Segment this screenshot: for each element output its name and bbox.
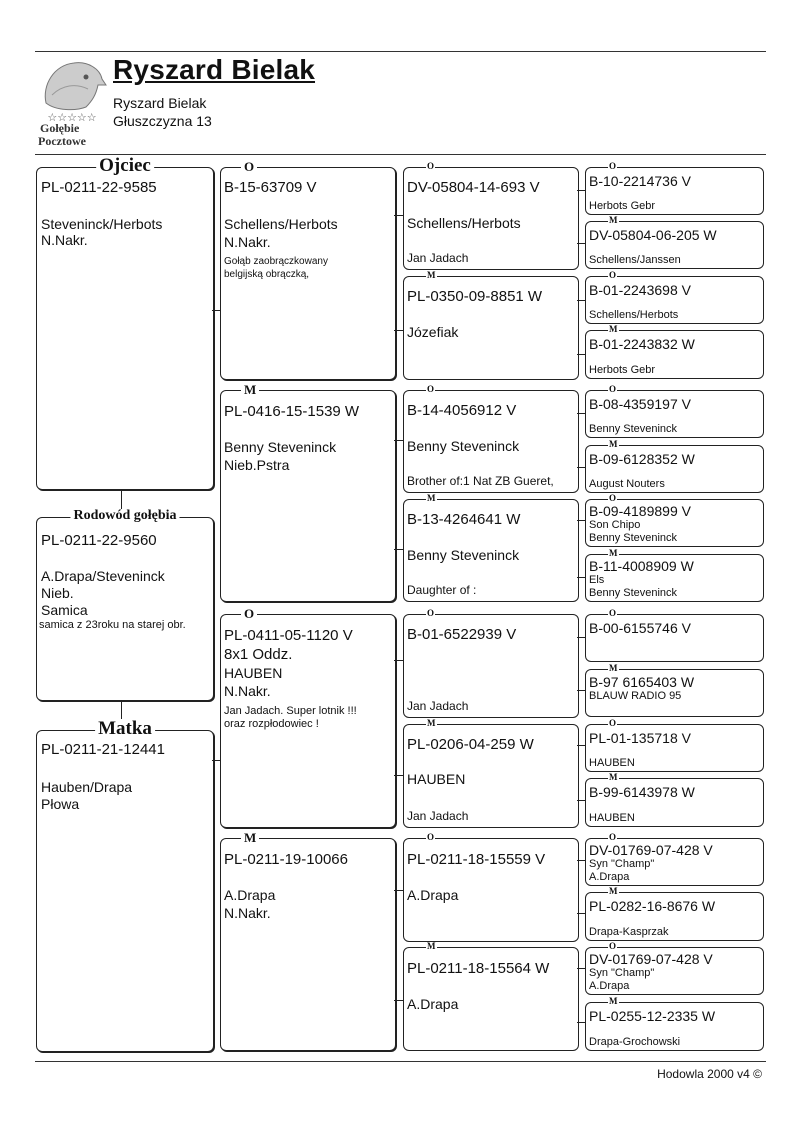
father-ring: PL-0211-22-9585 [41,179,157,196]
gen4-box-5[interactable] [585,384,764,438]
connector [394,330,403,331]
subject-box[interactable] [36,508,214,701]
gen4-box-4[interactable] [585,324,764,379]
father-box[interactable] [36,155,214,490]
top-rule [35,51,766,52]
mm-label: M [241,831,259,844]
gen4-ring: B-99-6143978 W [589,784,695,800]
gen3-note: Brother of:1 Nat ZB Gueret, [407,474,554,488]
gen3-breeder: Józefiak [407,324,459,340]
gen4-ring: PL-0255-12-2335 W [589,1008,716,1024]
connector [394,440,403,441]
ff-color: N.Nakr. [224,234,271,250]
gen3-box-6[interactable] [403,718,579,828]
ff-note-2: belgijską obrączką, [224,269,310,280]
gen4-label: O [609,941,617,951]
gen4-box-7[interactable] [585,493,764,547]
logo-text-2: Pocztowe [38,134,86,148]
logo-text-1: Gołębie [40,121,80,135]
connector [577,637,585,638]
mother-color: Płowa [41,796,80,812]
gen4-label: O [609,161,617,171]
gen3-label: M [427,493,436,503]
footer-text: Hodowla 2000 v4 © [657,1067,762,1081]
gen4-line3: A.Drapa [589,871,630,883]
gen4-line2: Son Chipo [589,519,641,531]
gen4-line2: BLAUW RADIO 95 [589,690,682,702]
gen4-label: O [609,608,617,618]
mf-ring: PL-0411-05-1120 V [224,627,353,644]
connector [577,413,585,414]
gen4-line3: A.Drapa [589,980,630,992]
gen4-ring: B-01-2243832 W [589,336,695,352]
logo [36,55,108,150]
gen3-ring: B-14-4056912 V [407,402,517,419]
connector [577,577,585,578]
gen4-line2: Syn "Champ" [589,858,655,870]
connector [577,520,585,521]
gen3-breeder: A.Drapa [407,887,459,903]
gen3-label: O [427,832,435,842]
ff-breeder: Schellens/Herbots [224,216,338,232]
gen4-line3: Herbots Gebr [589,200,656,212]
connector [577,690,585,691]
gen4-label: M [609,996,618,1006]
gen4-ring: B-10-2214736 V [589,173,691,189]
gen3-note: Daughter of : [407,583,477,597]
gen4-line3: August Nouters [589,478,665,490]
gen4-label: O [609,718,617,728]
gen3-note: Jan Jadach [407,699,469,713]
connector [577,860,585,861]
gen4-ring: B-08-4359197 V [589,396,691,412]
gen3-label: O [427,384,435,394]
gen4-ring: B-11-4008909 W [589,558,694,574]
gen3-breeder: Benny Steveninck [407,547,520,563]
gen4-ring: B-09-4189899 V [589,503,691,519]
gen3-breeder: Schellens/Herbots [407,215,521,231]
connector [212,310,220,311]
svg-text:☆☆☆☆☆: ☆☆☆☆☆ [47,111,97,124]
gen4-ring: B-00-6155746 V [589,620,691,636]
connector [577,243,585,244]
subject-breeder: A.Drapa/Steveninck [41,568,165,584]
gen4-line2: Syn "Champ" [589,967,655,979]
gen4-ring: B-97 6165403 W [589,674,695,690]
connector [212,760,220,761]
gen3-label: O [427,161,435,171]
gen4-label: M [609,548,618,558]
gen3-ring: PL-0206-04-259 W [407,736,534,753]
father-breeder: Steveninck/Herbots [41,216,163,232]
connector [577,1022,585,1023]
gen3-breeder: Benny Steveninck [407,438,520,454]
fm-color: Nieb.Pstra [224,457,290,473]
gen4-line3: Schellens/Janssen [589,254,681,266]
gen3-box-2[interactable] [403,270,579,380]
connector [577,800,585,801]
gen3-box-1[interactable] [403,161,579,270]
subject-note: samica z 23roku na starej obr. [39,619,186,631]
gen4-line3: Drapa-Kasprzak [589,926,669,938]
gen4-box-2[interactable] [585,215,764,269]
gen4-label: O [609,832,617,842]
gen4-line3: Benny Steveninck [589,532,678,544]
gen4-box-1[interactable] [585,161,764,215]
gen3-label: M [427,718,436,728]
gen4-ring: PL-0282-16-8676 W [589,898,716,914]
gen4-ring: DV-01769-07-428 V [589,951,713,967]
father-label: Ojciec [96,156,154,175]
connector [577,354,585,355]
gen3-ring: DV-05804-14-693 V [407,179,540,196]
gen4-line3: HAUBEN [589,812,635,824]
gen4-ring: DV-05804-06-205 W [589,227,717,243]
gen3-label: M [427,941,436,951]
gen3-note: Jan Jadach [407,809,469,823]
mother-label: Matka [95,719,155,738]
gen4-label: M [609,772,618,782]
address-line: Głuszczyzna 13 [113,113,212,129]
mm-box[interactable] [220,830,396,1051]
connector [577,745,585,746]
gen4-box-16[interactable] [585,996,764,1051]
gen4-line3: Drapa-Grochowski [589,1036,681,1048]
gen3-ring: PL-0211-18-15564 W [407,960,550,977]
gen4-label: O [609,384,617,394]
gen4-box-9[interactable] [585,608,764,662]
gen4-box-13[interactable] [585,832,764,886]
ff-label: O [241,160,257,173]
fm-label: M [241,383,259,396]
connector [577,913,585,914]
gen3-box-5[interactable] [403,608,579,718]
gen4-box-3[interactable] [585,270,764,324]
ff-ring: B-15-63709 V [224,179,317,196]
gen4-line3: Benny Steveninck [589,587,678,599]
mother-breeder: Hauben/Drapa [41,779,133,795]
mother-ring: PL-0211-21-12441 [41,741,165,758]
mf-label: O [241,607,257,620]
mf-color: N.Nakr. [224,683,271,699]
fm-box[interactable] [220,382,396,602]
subject-ring: PL-0211-22-9560 [41,532,157,549]
owner-line: Ryszard Bielak [113,95,207,111]
mf-breeder: HAUBEN [224,665,283,681]
connector [577,968,585,969]
gen4-box-8[interactable] [585,548,764,602]
gen3-ring: PL-0350-09-8851 W [407,288,543,305]
gen4-label: M [609,215,618,225]
connector [577,467,585,468]
gen4-line3: Herbots Gebr [589,364,656,376]
subject-label: Rodowód gołębia [70,509,179,523]
connector [394,215,403,216]
mf-box[interactable] [220,606,396,828]
mm-ring: PL-0211-19-10066 [224,851,348,868]
ff-note-1: Gołąb zaobrączkowany [224,256,328,267]
gen3-ring: PL-0211-18-15559 V [407,851,546,868]
gen4-line3: Benny Steveninck [589,423,678,435]
gen3-box-4[interactable] [403,493,579,602]
gen3-ring: B-13-4264641 W [407,511,521,528]
gen4-line2: Els [589,574,605,586]
gen3-note: Jan Jadach [407,251,469,265]
connector [394,660,403,661]
mother-box[interactable] [36,718,214,1052]
gen4-box-6[interactable] [585,439,764,493]
gen4-label: O [609,493,617,503]
connector [577,300,585,301]
gen3-box-7[interactable] [403,832,579,942]
gen4-line3: Schellens/Herbots [589,309,679,321]
gen3-box-3[interactable] [403,384,579,493]
gen4-label: M [609,324,618,334]
footer-rule [35,1061,766,1062]
connector [577,190,585,191]
mf-note-2: oraz rozpłodowiec ! [224,718,319,730]
gen4-ring: B-01-2243698 V [589,282,691,298]
mm-breeder: A.Drapa [224,887,276,903]
fm-breeder: Benny Steveninck [224,439,337,455]
fm-ring: PL-0416-15-1539 W [224,403,360,420]
gen4-ring: PL-01-135718 V [589,730,691,746]
subject-color: Nieb. [41,585,74,601]
father-color: N.Nakr. [41,232,88,248]
gen4-label: O [609,270,617,280]
gen4-ring: B-09-6128352 W [589,451,695,467]
gen4-box-10[interactable] [585,663,764,717]
page-title: Ryszard Bielak [113,54,316,85]
gen3-label: M [427,270,436,280]
gen4-box-12[interactable] [585,772,764,827]
gen4-ring: DV-01769-07-428 V [589,842,713,858]
gen3-ring: B-01-6522939 V [407,626,517,643]
gen4-box-15[interactable] [585,941,764,995]
mm-color: N.Nakr. [224,905,271,921]
gen4-line3: HAUBEN [589,757,635,769]
gen3-breeder: HAUBEN [407,771,466,787]
gen4-box-11[interactable] [585,718,764,772]
mf-note-1: Jan Jadach. Super lotnik !!! [224,705,357,717]
connector [394,1000,403,1001]
connector [394,775,403,776]
subject-sex: Samica [41,602,88,618]
connector [394,890,403,891]
gen4-label: M [609,439,618,449]
gen3-breeder: A.Drapa [407,996,459,1012]
ff-box[interactable] [220,159,396,380]
gen4-label: M [609,663,618,673]
gen4-label: M [609,886,618,896]
mf-extra: 8x1 Oddz. [224,646,293,663]
gen3-label: O [427,608,435,618]
gen4-box-14[interactable] [585,886,764,941]
gen3-box-8[interactable] [403,941,579,1051]
connector [394,549,403,550]
